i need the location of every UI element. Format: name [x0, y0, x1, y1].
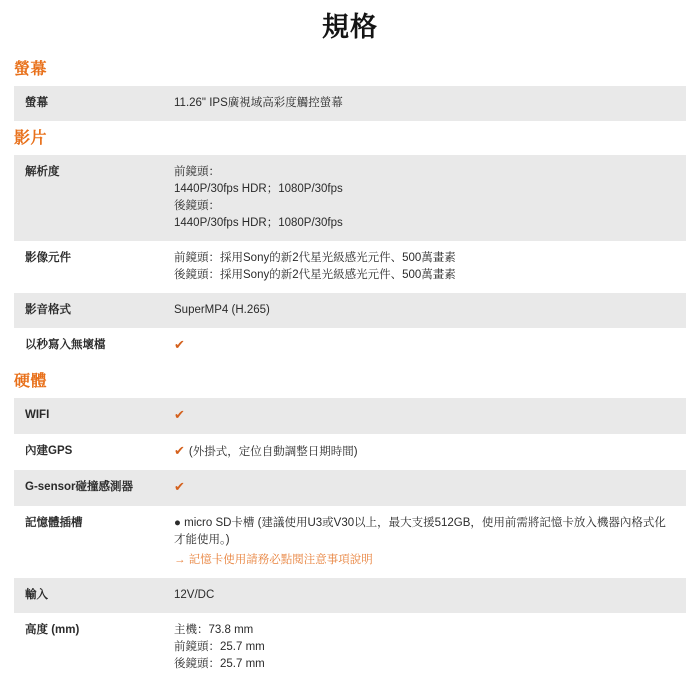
- spec-table-hardware: [14, 398, 686, 682]
- table-row: [14, 155, 686, 241]
- spec-value: [174, 434, 686, 470]
- spec-label: 內建GPS: [25, 445, 73, 457]
- spec-label: WIFI: [25, 409, 50, 421]
- table-row: [14, 434, 686, 470]
- check-icon: ✔: [174, 479, 185, 494]
- spec-value-line: 1440P/30fps HDR；1080P/30fps: [174, 183, 343, 195]
- table-row: [14, 613, 686, 682]
- spec-value-line: 後鏡頭：採用Sony的新2代星光級感光元件、500萬畫素: [174, 269, 456, 281]
- spec-value: [174, 470, 686, 506]
- table-row: [14, 398, 686, 434]
- spec-value-line: 11.26" IPS廣視域高彩度觸控螢幕: [174, 97, 343, 109]
- spec-value: [174, 86, 686, 121]
- memory-card-notice-link[interactable]: → 記憶卡使用請務必點閱注意事項說明: [174, 554, 373, 566]
- table-row: [14, 506, 686, 578]
- spec-value-line: ● micro SD卡槽 (建議使用U3或V30以上，最大支援512GB，使用前需將記憶卡放入機器內格式化才能使用。): [174, 517, 666, 546]
- spec-value-line: 後鏡頭：: [174, 200, 220, 212]
- check-icon: ✔: [174, 337, 185, 352]
- spec-value: [174, 613, 686, 682]
- spec-label: 以秒寫入無壞檔: [25, 339, 106, 351]
- spec-value: [174, 241, 686, 293]
- table-row: [14, 241, 686, 293]
- page-title: 規格: [322, 12, 378, 42]
- section-header-hardware: 硬體: [14, 373, 48, 390]
- spec-value-line: 後鏡頭：25.7 mm: [174, 658, 265, 670]
- spec-value-line: 前鏡頭：: [174, 166, 220, 178]
- spec-label: 螢幕: [25, 97, 48, 109]
- table-row: [14, 578, 686, 613]
- spec-label: G-sensor碰撞感測器: [25, 481, 133, 493]
- spec-value-line: 主機：73.8 mm: [174, 624, 254, 636]
- spec-label: 影像元件: [25, 252, 71, 264]
- spec-value-line: SuperMP4 (H.265): [174, 304, 270, 316]
- check-icon: ✔: [174, 443, 185, 458]
- section-header-video: 影片: [14, 130, 48, 147]
- spec-value-line: 1440P/30fps HDR；1080P/30fps: [174, 217, 343, 229]
- spec-table-video: [14, 155, 686, 364]
- check-icon: ✔: [174, 407, 185, 422]
- spec-value: [174, 506, 686, 578]
- spec-value: [174, 578, 686, 613]
- spec-value: [174, 328, 686, 364]
- spec-label: 解析度: [25, 166, 60, 178]
- spec-label: 輸入: [25, 589, 48, 601]
- table-row: [14, 293, 686, 328]
- section-header-screen: 螢幕: [14, 61, 48, 78]
- spec-value-line: 前鏡頭：25.7 mm: [174, 641, 265, 653]
- table-row: [14, 86, 686, 121]
- spec-sections: [0, 52, 700, 682]
- check-note: (外掛式，定位自動調整日期時間): [188, 446, 358, 458]
- spec-table-screen: [14, 86, 686, 121]
- section-screen: [0, 52, 700, 121]
- table-row: [14, 470, 686, 506]
- spec-value: [174, 398, 686, 434]
- table-row: [14, 328, 686, 364]
- spec-label: 記憶體插槽: [25, 517, 83, 529]
- spec-value: [174, 155, 686, 241]
- spec-label: 影音格式: [25, 304, 71, 316]
- spec-value: [174, 293, 686, 328]
- section-video: [0, 121, 700, 364]
- section-hardware: [0, 364, 700, 682]
- spec-label: 高度 (mm): [25, 624, 80, 636]
- spec-value-line: 前鏡頭：採用Sony的新2代星光級感光元件、500萬畫素: [174, 252, 456, 264]
- spec-value-line: 12V/DC: [174, 589, 215, 601]
